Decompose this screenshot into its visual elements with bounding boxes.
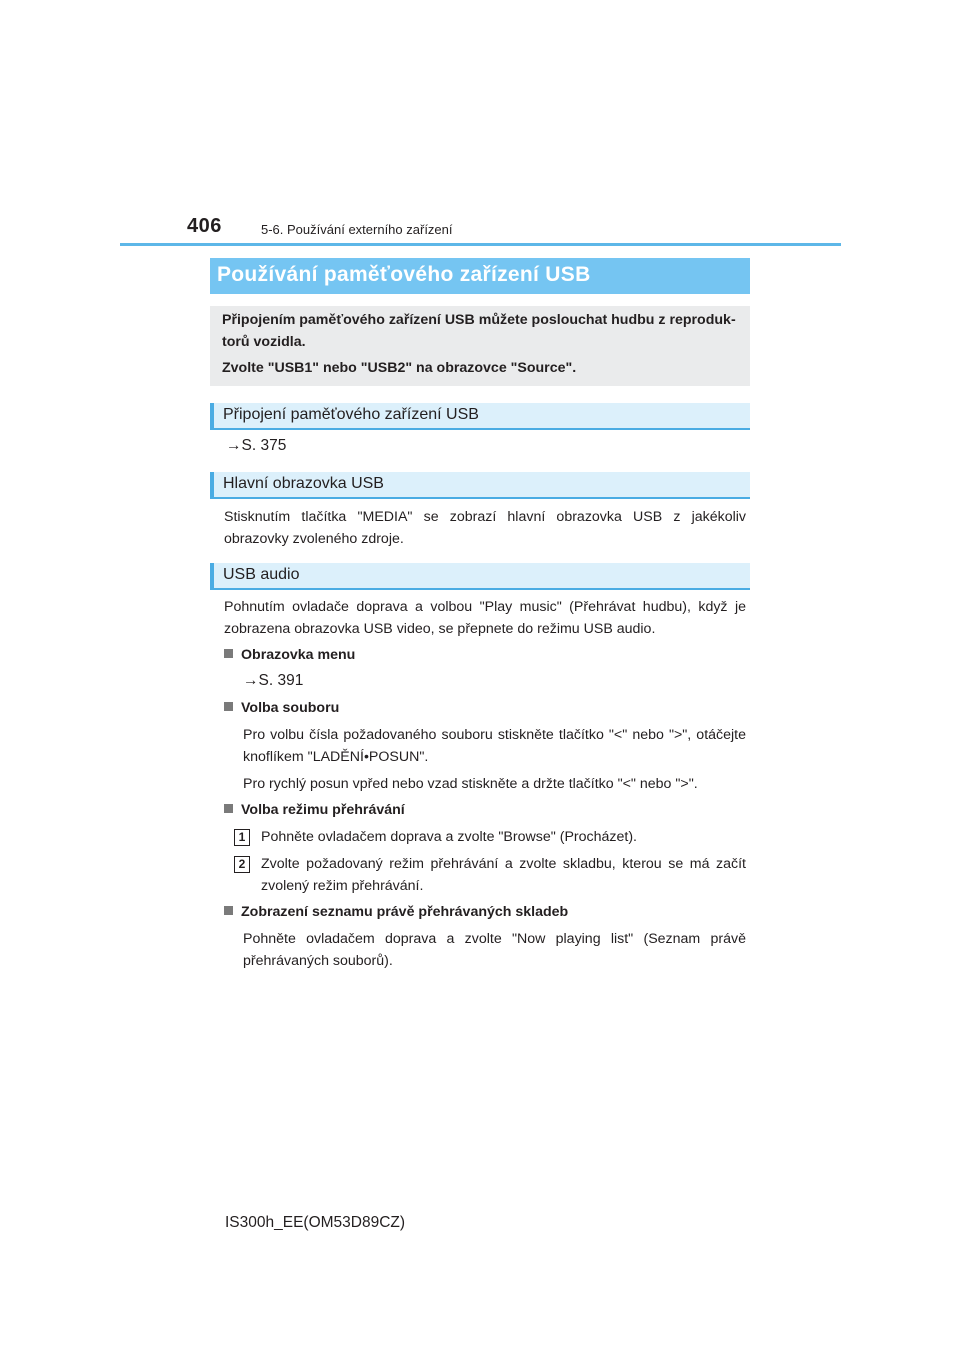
step-number: 2 xyxy=(234,856,250,873)
bullet-square-icon xyxy=(224,804,233,813)
usb-audio-text: Pohnutím ovladače doprava a volbou "Play music" (Přehrávat hudbu), když je zobrazena obrazovka USB video, se přepnete do režimu USB audio. xyxy=(224,599,746,637)
subheading-connect xyxy=(210,403,750,430)
subheading-label: USB audio xyxy=(223,566,300,583)
bullet-file-select: Volba souboru xyxy=(224,700,339,716)
subheading-label: Hlavní obrazovka USB xyxy=(223,475,384,492)
bullet-square-icon xyxy=(224,906,233,915)
bullet-now-playing: Zobrazení seznamu právě přehrávaných skladeb xyxy=(224,904,568,920)
bullet-square-icon xyxy=(224,702,233,711)
intro-line: Zvolte "USB1" nebo "USB2" na obrazovce "Source". xyxy=(222,360,577,376)
file-select-text: Pro rychlý posun vpřed nebo vzad stiskněte a držte tlačítko "<" nebo ">". xyxy=(243,776,698,792)
now-playing-text: Pohněte ovladačem doprava a zvolte "Now playing list" (Seznam právě přehrávaných souborů). xyxy=(243,931,746,969)
page-reference: →S. 375 xyxy=(226,437,287,454)
step-text: Pohněte ovladačem doprava a zvolte "Browse" (Procházet). xyxy=(261,829,637,845)
intro-line: Připojením paměťového zařízení USB můžete poslouchat hudbu z reproduk- xyxy=(222,312,736,328)
page-reference: →S. 391 xyxy=(243,672,304,689)
page-title-bar xyxy=(210,258,750,294)
header-rule xyxy=(120,243,841,246)
file-select-text: Pro volbu čísla požadovaného souboru stiskněte tlačítko "<" nebo ">", otáčejte knoflíkem "LADĚNÍ•POSUN". xyxy=(243,727,746,765)
bullet-menu-screen: Obrazovka menu xyxy=(224,647,355,663)
subheading-label: Připojení paměťového zařízení USB xyxy=(223,406,479,423)
intro-box xyxy=(210,306,750,386)
subheading-main-screen xyxy=(210,472,750,499)
step-text: Zvolte požadovaný režim přehrávání a zvolte skladbu, kterou se má začít zvolený režim přehrávání. xyxy=(261,856,746,894)
section-title: 5-6. Používání externího zařízení xyxy=(261,222,453,237)
subheading-usb-audio xyxy=(210,563,750,590)
page-number: 406 xyxy=(187,215,222,237)
page-title: Používání paměťového zařízení USB xyxy=(217,263,591,286)
main-screen-text: Stisknutím tlačítka "MEDIA" se zobrazí hlavní obrazovka USB z jakékoliv obrazovky zvoleného zdroje. xyxy=(224,509,746,547)
bullet-play-mode: Volba režimu přehrávání xyxy=(224,802,405,818)
bullet-square-icon xyxy=(224,649,233,658)
footer-code: IS300h_EE(OM53D89CZ) xyxy=(225,1214,406,1231)
step-number: 1 xyxy=(234,829,250,846)
intro-line: torů vozidla. xyxy=(222,334,306,350)
